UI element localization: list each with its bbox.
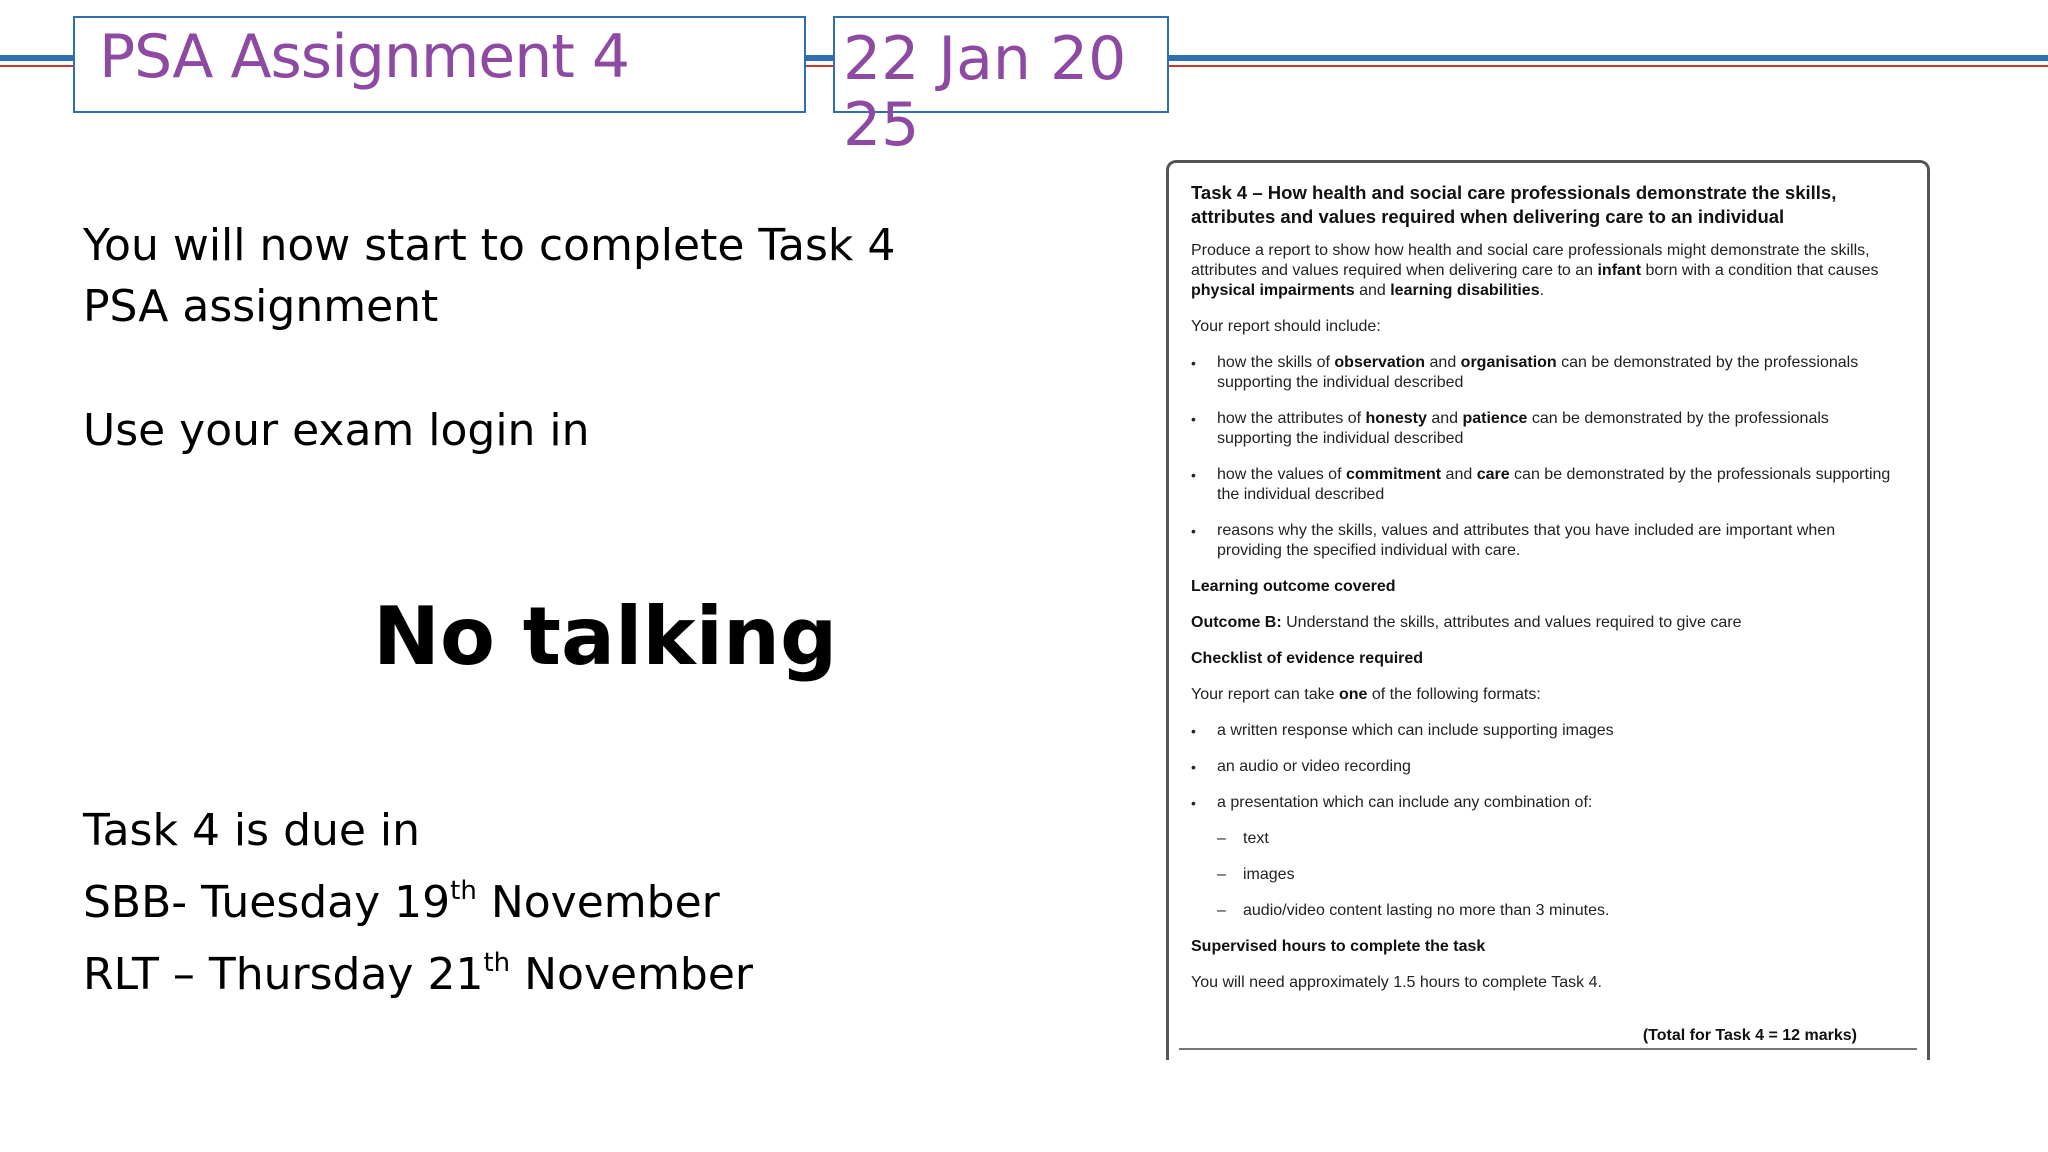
intro-text: You will now start to complete Task 4 PSA assignment [83, 220, 896, 332]
title-box [73, 16, 806, 113]
due-sbb-prefix: SBB- Tuesday 19 [83, 877, 451, 928]
due-sbb-suffix: November [476, 877, 720, 928]
due-rlt-suffix: November [510, 949, 754, 1000]
due-rlt [83, 933, 753, 1005]
slide-title: PSA Assignment 4 [99, 22, 630, 92]
doc-divider [1179, 1048, 1917, 1050]
doc-sub-audio-video: – audio/video content lasting no more than 3 minutes. [1191, 901, 1891, 921]
doc-lo-title: Learning outcome covered [1191, 578, 1396, 595]
doc-should-include: Your report should include: [1191, 318, 1381, 335]
task-document-image [1166, 160, 1930, 1060]
doc-outcome: Outcome B: Understand the skills, attributes and values required to give care [1191, 614, 1742, 631]
due-rlt-sup: th [483, 948, 511, 978]
doc-produce: Produce a report to show how health and social care professionals might demonstrate the skills, attributes and values required when delivering care to an infant born with a condition that causes physical impairments and learning disabilities. [1191, 242, 1879, 299]
doc-total-marks: (Total for Task 4 = 12 marks) [1642, 1027, 1857, 1044]
doc-bullet-values: • how the values of commitment and care can be demonstrated by the professionals supporting the individual described [1191, 465, 1891, 505]
doc-bullet-attributes: • how the attributes of honesty and patience can be demonstrated by the professionals supporting the individual described [1191, 409, 1891, 449]
login-text: Use your exam login in [83, 405, 590, 456]
doc-format-presentation: • a presentation which can include any combination of: [1191, 793, 1891, 813]
date-box [833, 16, 1169, 160]
due-sbb [83, 861, 753, 933]
doc-format-written: • a written response which can include supporting images [1191, 721, 1891, 741]
doc-hours-text: You will need approximately 1.5 hours to complete Task 4. [1191, 974, 1602, 991]
doc-sub-text: – text [1191, 829, 1891, 849]
due-rlt-prefix: RLT – Thursday 21 [83, 949, 484, 1000]
due-block [83, 800, 753, 1005]
slide-date: 22 Jan 2025 [843, 24, 1127, 160]
due-title: Task 4 is due in [83, 805, 421, 856]
due-sbb-sup: th [450, 876, 477, 906]
doc-bullet-reasons: • reasons why the skills, values and attributes that you have included are important when providing the specified individual with care. [1191, 521, 1891, 561]
doc-hours-title: Supervised hours to complete the task [1191, 938, 1486, 955]
no-talking-text: No talking [373, 590, 838, 683]
doc-format-audio: • an audio or video recording [1191, 757, 1891, 777]
doc-heading: Task 4 – How health and social care professionals demonstrate the skills, attributes and values required when delivering care to an individual [1191, 182, 1837, 227]
doc-sub-images: – images [1191, 865, 1891, 885]
doc-bullet-skills: • how the skills of observation and organisation can be demonstrated by the professionals supporting the individual described [1191, 353, 1891, 393]
doc-formats: Your report can take one of the following formats: [1191, 686, 1541, 703]
doc-checklist-title: Checklist of evidence required [1191, 650, 1424, 667]
